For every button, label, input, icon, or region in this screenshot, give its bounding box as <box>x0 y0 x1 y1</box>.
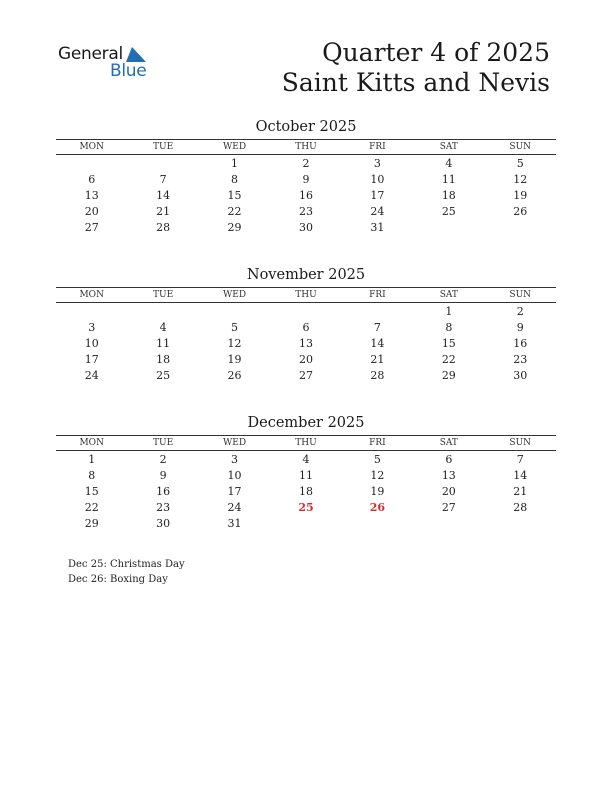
date-cell: 11 <box>156 337 171 350</box>
date-cell: 2 <box>516 305 524 318</box>
date-cell: 26 <box>227 369 242 382</box>
date-cell <box>56 156 127 172</box>
date-cell: 1 <box>88 453 96 466</box>
weekday-header <box>56 287 556 303</box>
week-row <box>56 352 556 368</box>
weekday-label: THU <box>295 290 317 300</box>
date-cell: 18 <box>156 353 171 366</box>
date-cell: 18 <box>298 485 313 498</box>
weekday-label: WED <box>223 438 247 448</box>
date-cell: 7 <box>516 453 524 466</box>
weekday-label: MON <box>79 438 104 448</box>
date-cell: 5 <box>516 157 524 170</box>
date-cell: 23 <box>513 353 528 366</box>
weekday-label: TUE <box>153 290 174 300</box>
month-october <box>56 117 556 236</box>
week-row <box>56 156 556 172</box>
date-cell: 14 <box>370 337 385 350</box>
date-cell: 16 <box>156 485 171 498</box>
date-cell: 24 <box>370 205 385 218</box>
holiday-date-cell: 25 <box>298 501 314 514</box>
week-row <box>56 500 556 516</box>
date-cell: 15 <box>84 485 99 498</box>
weekday-label: MON <box>79 290 104 300</box>
date-cell: 28 <box>370 369 385 382</box>
weekday-label: TUE <box>153 142 174 152</box>
date-cell: 7 <box>159 173 167 186</box>
date-cell: 19 <box>227 353 242 366</box>
logo-triangle-icon <box>126 47 146 62</box>
week-row <box>56 484 556 500</box>
date-cell: 20 <box>298 353 313 366</box>
date-cell: 14 <box>513 469 528 482</box>
date-cell: 27 <box>441 501 456 514</box>
date-cell <box>485 516 556 532</box>
date-cell: 13 <box>84 189 99 202</box>
date-cell: 21 <box>370 353 385 366</box>
date-cell: 26 <box>513 205 528 218</box>
month-december <box>56 413 556 532</box>
weekday-label: SAT <box>439 438 458 448</box>
date-cell: 6 <box>88 173 96 186</box>
weekday-label: SAT <box>439 290 458 300</box>
date-cell: 12 <box>227 337 242 350</box>
month-title: November 2025 <box>246 267 366 283</box>
date-cell: 15 <box>227 189 242 202</box>
date-cell <box>199 304 270 320</box>
date-cell: 29 <box>84 517 99 530</box>
month-title: October 2025 <box>255 119 357 135</box>
date-cell: 6 <box>302 321 310 334</box>
week-row <box>56 320 556 336</box>
date-cell: 20 <box>441 485 456 498</box>
date-cell: 9 <box>159 469 167 482</box>
date-cell: 3 <box>373 157 381 170</box>
week-row <box>56 368 556 384</box>
date-cell: 22 <box>84 501 99 514</box>
weekday-label: TUE <box>153 438 174 448</box>
date-cell: 22 <box>441 353 456 366</box>
date-cell: 30 <box>156 517 171 530</box>
date-cell: 9 <box>516 321 524 334</box>
date-cell: 8 <box>231 173 239 186</box>
date-cell: 31 <box>370 221 385 234</box>
date-cell: 6 <box>445 453 453 466</box>
weekday-label: THU <box>295 142 317 152</box>
week-row <box>56 336 556 352</box>
date-cell: 23 <box>156 501 171 514</box>
holiday-list <box>68 558 185 587</box>
weekday-label: MON <box>79 142 104 152</box>
holiday-item: Dec 25: Christmas Day <box>68 559 185 570</box>
holiday-item: Dec 26: Boxing Day <box>68 573 168 585</box>
generalblue-logo <box>58 44 158 84</box>
date-cell: 2 <box>302 157 310 170</box>
weekday-label: SUN <box>509 438 532 448</box>
date-cell: 30 <box>513 369 528 382</box>
weekday-label: FRI <box>369 290 386 300</box>
week-row <box>56 188 556 204</box>
date-cell: 17 <box>227 485 242 498</box>
date-cell: 29 <box>227 221 242 234</box>
date-cell: 11 <box>441 173 456 186</box>
date-cell: 28 <box>513 501 528 514</box>
date-cell: 16 <box>513 337 528 350</box>
date-cell: 7 <box>373 321 381 334</box>
weekday-label: SUN <box>509 290 532 300</box>
weekday-label: SUN <box>509 142 532 152</box>
date-cell: 8 <box>445 321 453 334</box>
date-cell: 27 <box>84 221 99 234</box>
month-november <box>56 265 556 384</box>
date-cell: 4 <box>159 321 167 334</box>
date-cell: 10 <box>370 173 385 186</box>
date-cell: 30 <box>298 221 313 234</box>
date-cell: 21 <box>156 205 171 218</box>
date-cell: 24 <box>227 501 242 514</box>
date-cell <box>342 304 413 320</box>
date-cell: 9 <box>302 173 310 186</box>
date-cell: 15 <box>441 337 456 350</box>
date-cell: 19 <box>370 485 385 498</box>
date-cell: 5 <box>231 321 239 334</box>
date-cell: 13 <box>298 337 313 350</box>
week-row <box>56 452 556 468</box>
weekday-label: WED <box>223 290 247 300</box>
date-cell <box>127 156 198 172</box>
date-cell: 14 <box>156 189 171 202</box>
date-cell: 17 <box>84 353 99 366</box>
date-cell <box>485 220 556 236</box>
logo-general-text: General <box>58 44 123 64</box>
date-cell: 10 <box>227 469 242 482</box>
date-cell: 10 <box>84 337 99 350</box>
date-cell: 22 <box>227 205 242 218</box>
date-cell <box>413 220 484 236</box>
date-cell: 16 <box>298 189 313 202</box>
week-row <box>56 172 556 188</box>
date-cell <box>342 516 413 532</box>
date-cell: 4 <box>302 453 310 466</box>
date-cell: 20 <box>84 205 99 218</box>
date-cell: 3 <box>88 321 96 334</box>
date-cell: 17 <box>370 189 385 202</box>
weekday-header <box>56 435 556 451</box>
date-cell: 11 <box>298 469 313 482</box>
date-cell: 1 <box>231 157 239 170</box>
week-row <box>56 304 556 320</box>
weekday-label: FRI <box>369 142 386 152</box>
date-cell: 23 <box>298 205 313 218</box>
date-cell <box>270 304 341 320</box>
date-cell: 24 <box>84 369 99 382</box>
date-cell <box>56 304 127 320</box>
page-title: Quarter 4 of 2025 <box>322 38 550 67</box>
holiday-date-cell: 26 <box>369 501 386 514</box>
date-cell: 18 <box>441 189 456 202</box>
date-cell: 31 <box>227 517 242 530</box>
date-cell: 29 <box>441 369 456 382</box>
week-row <box>56 220 556 236</box>
page-subtitle: Saint Kitts and Nevis <box>281 68 550 97</box>
date-cell: 1 <box>445 305 453 318</box>
date-cell: 4 <box>445 157 453 170</box>
date-cell: 12 <box>370 469 385 482</box>
date-cell: 19 <box>513 189 528 202</box>
date-cell: 13 <box>441 469 456 482</box>
date-cell: 25 <box>441 205 456 218</box>
date-cell <box>127 304 198 320</box>
date-cell: 28 <box>156 221 171 234</box>
weekday-header <box>56 139 556 155</box>
weekday-label: SAT <box>439 142 458 152</box>
month-title: December 2025 <box>247 415 365 431</box>
date-cell: 3 <box>231 453 239 466</box>
logo-blue-text: Blue <box>110 61 147 81</box>
date-cell: 27 <box>298 369 313 382</box>
date-cell: 25 <box>156 369 171 382</box>
weekday-label: FRI <box>369 438 386 448</box>
weekday-label: THU <box>295 438 317 448</box>
week-row <box>56 516 556 532</box>
week-row <box>56 468 556 484</box>
date-cell: 21 <box>513 485 528 498</box>
date-cell <box>270 516 341 532</box>
date-cell: 12 <box>513 173 528 186</box>
date-cell: 8 <box>88 469 96 482</box>
date-cell: 2 <box>159 453 167 466</box>
week-row <box>56 204 556 220</box>
date-cell: 5 <box>373 453 381 466</box>
weekday-label: WED <box>223 142 247 152</box>
date-cell <box>413 516 484 532</box>
